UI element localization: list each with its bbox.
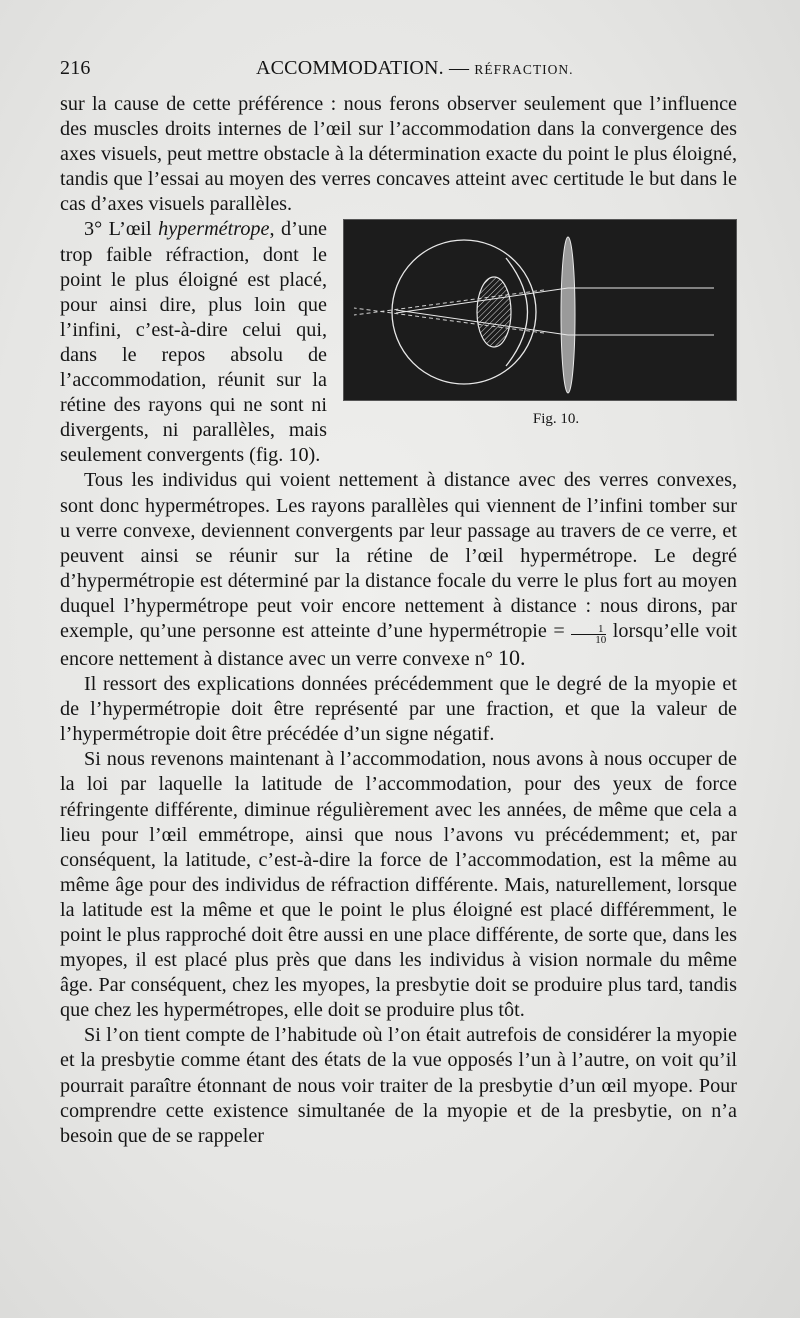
paragraph-1: sur la cause de cette préférence : nous ferons observer seulement que l’influence des muscles droits internes de l’œil sur l’accommodation dans la convergence des axes visuels, peut mettre obstacle à la détermination exacte du point le plus éloigné, tandis que l’essai au moyen des verres concaves atteint avec certitude le but dans le cas d’axes visuels parallèles. (60, 93, 737, 216)
running-title-sub: RÉFRACTION. (474, 62, 574, 77)
eye-lens-diagram (344, 220, 736, 400)
fraction-one-tenth (571, 624, 606, 645)
running-title (256, 57, 574, 80)
paragraph-3-part-b: lorsqu’elle voit encore nettement à distance avec un verre convexe n° (60, 619, 737, 670)
fraction-numerator: 1 (571, 624, 606, 635)
paragraph-4: Il ressort des explications données précédemment que le degré de la myopie et de l’hypermétropie doit être représenté par une fraction, et que la valeur de l’hypermétropie doit être précédée d’un signe négatif. (60, 673, 737, 746)
convex-lens (561, 237, 575, 393)
paragraph-2-rest: , d’une trop faible réfraction, dont le point le plus éloigné est placé, pour ainsi dire, plus loin que l’infini, c’est-à-dire celui qui, dans le repos absolu de l’accommodation, réunit sur la rétine des rayons qui ne sont ni divergents, ni parallèles, mais seulement convergents (fig. 10). (60, 218, 327, 467)
running-title-main: ACCOMMODATION. (256, 57, 444, 79)
figure-caption: Fig. 10. (532, 411, 580, 428)
paragraph-2 (60, 217, 737, 468)
figure-illustration (343, 219, 737, 401)
running-header (60, 57, 737, 87)
body-text (60, 92, 737, 1149)
figure-10 (343, 219, 737, 427)
fraction-denominator: 10 (595, 633, 607, 646)
crystalline-lens (477, 277, 511, 347)
paragraph-3 (60, 468, 737, 672)
paragraph-2-prefix: 3° L’œil (84, 218, 159, 241)
paragraph-2-term: hypermétrope (158, 218, 270, 241)
lens-number: 10. (497, 644, 526, 670)
paragraph-3-part-a: Tous les individus qui voient nettement à distance avec des verres convexes, sont donc hypermétropes. Les rayons parallèles qui viennent de l’infini tomber sur u verre convexe, deviennent convergents par leur passage au travers de ce verre, et peuvent ainsi se réunir sur la rétine de l’œil hypermétrope. Le degré d’hypermétropie est déterminé par la distance focale du verre le plus fort au moyen duquel l’hypermétrope peut voir encore nettement à distance : nous dirons, par exemple, qu’une personne est atteinte d’une hypermétropie = (60, 469, 737, 642)
running-title-separator: — (449, 57, 470, 79)
page-number: 216 (60, 57, 91, 79)
paragraph-6: Si l’on tient compte de l’habitude où l’on était autrefois de considérer la myopie et la presbytie comme étant des états de la vue opposés l’un à l’autre, on voit qu’il pourrait paraître étonnant de nous voir traiter de la presbytie d’un œil myope. Pour comprendre cette existence simultanée de la myopie et de la presbytie, on n’a besoin que de se rappeler (60, 1024, 737, 1147)
paragraph-5: Si nous revenons maintenant à l’accommodation, nous avons à nous occuper de la loi par laquelle la latitude de l’accommodation, pour des yeux de force réfringente différente, diminue régulièrement avec les années, de même que cela a lieu pour l’œil emmétrope, ainsi que nous l’avons vu précédemment; et, par conséquent, la latitude, c’est-à-dire la force de l’accommodation, est la même au même âge pour des individus de réfraction différente. Mais, naturellement, lorsque la latitude est la même et que le point le plus éloigné est placé différemment, le point le plus rapproché doit être aussi en une place différente, de sorte que, dans les myopes, il est placé plus près que dans les individus à vision normale du même âge. Par conséquent, chez les myopes, la presbytie doit se produire plus tard, tandis que chez les hypermétropes, elle doit se produire plus tôt. (60, 748, 737, 1022)
